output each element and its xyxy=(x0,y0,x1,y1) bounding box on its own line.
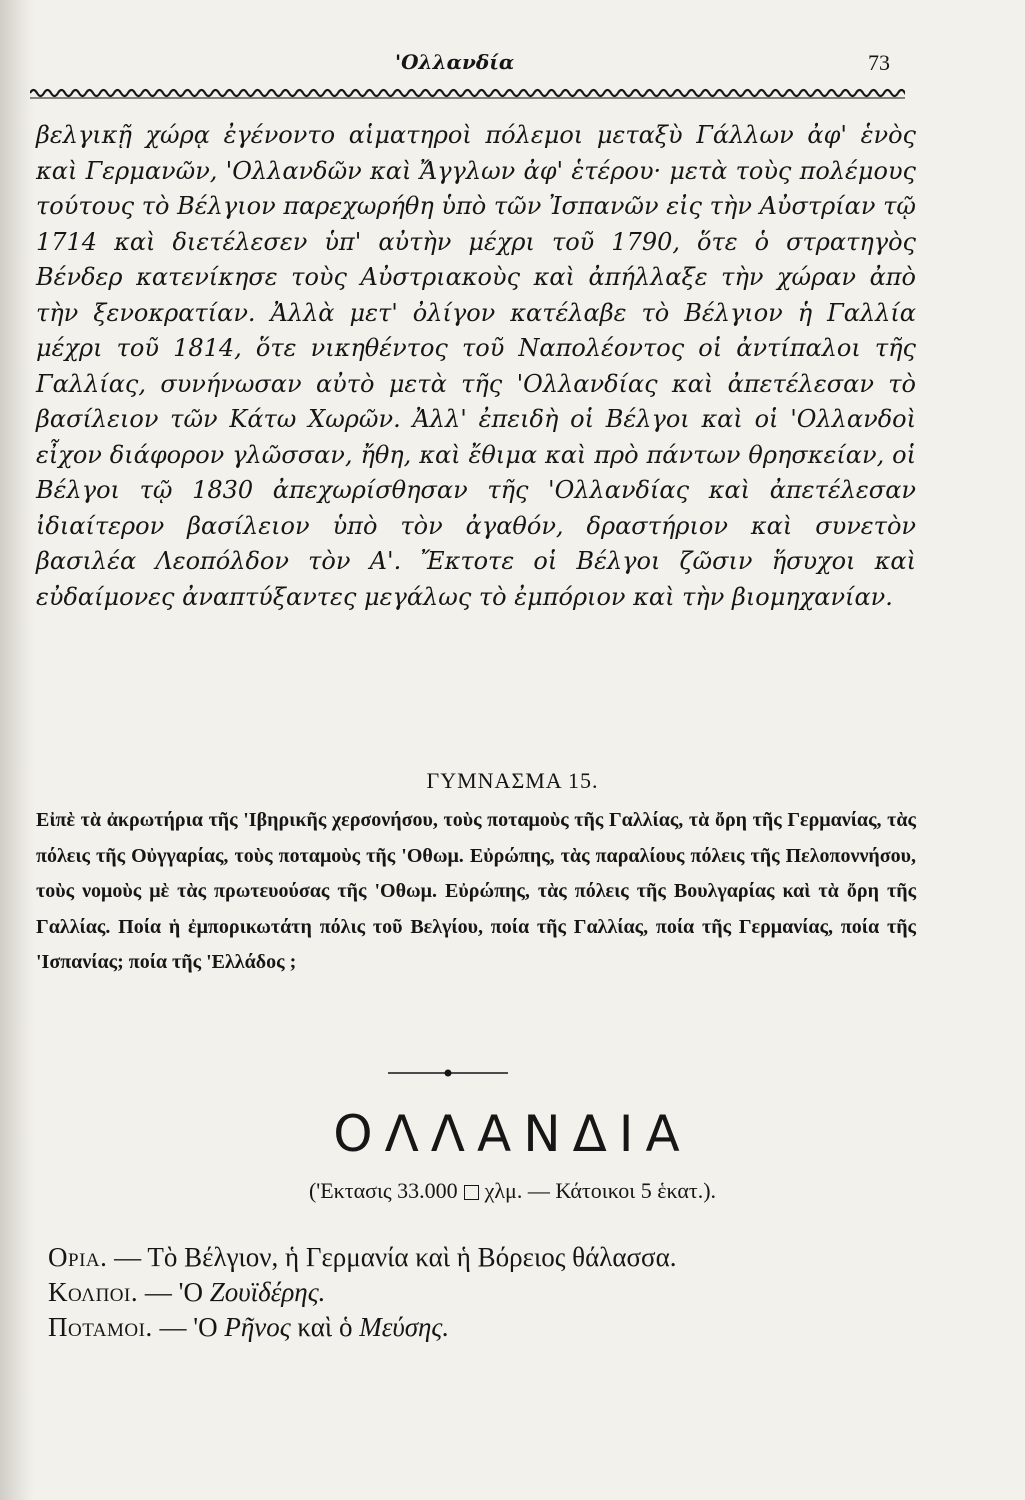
fact-sep: — xyxy=(107,1242,148,1272)
running-title: 'Ολλανδία xyxy=(395,50,515,74)
square-icon xyxy=(464,1185,479,1200)
area-text: ('Εκτασις 33.000 xyxy=(308,1178,458,1203)
fact-gulfs xyxy=(48,1275,948,1310)
population-text: χλμ. — Κάτοικοι 5 ἑκατ.). xyxy=(484,1178,717,1203)
fact-value-italic: Ρῆνος xyxy=(224,1312,291,1342)
fact-value-italic: Μεύσης. xyxy=(359,1312,450,1342)
page-number: 73 xyxy=(868,50,890,75)
fact-value-italic: Ζουϊδέρης. xyxy=(209,1277,326,1307)
section-divider xyxy=(388,1066,508,1080)
fact-value: καὶ ὁ xyxy=(290,1312,360,1342)
fact-label: Ορια. xyxy=(48,1242,108,1272)
fact-borders xyxy=(48,1240,948,1275)
running-head xyxy=(0,48,1025,82)
facts-list xyxy=(48,1240,948,1345)
fact-value: 'Ο xyxy=(193,1312,225,1342)
fact-value: Τὸ Βέλγιον, ἡ Γερμανία καὶ ἡ Βόρειος θάλασσα. xyxy=(147,1242,677,1272)
exercise-text: Εἰπὲ τὰ ἀκρωτήρια τῆς 'Ιβηρικῆς χερσονήσου, τοὺς ποταμοὺς τῆς Γαλλίας, τὰ ὄρη τῆς Γερμανίας, τὰς πόλεις τῆς Οὐγγαρίας, τοὺς ποταμοὺς τῆς 'Οθωμ. Εὐρώπης, τὰς παραλίους πόλεις τῆς Πελοποννήσου, τοὺς νομοὺς μὲ τὰς πρωτευούσας τῆς 'Οθωμ. Εὐρώπης, τὰς πόλεις τῆς Βουλγαρίας καὶ τὰ ὄρη τῆς Γαλλίας. Ποία ἡ ἐμπορικωτάτη πόλις τοῦ Βελγίου, ποία τῆς Γαλλίας, ποία τῆς Γερμανίας, ποία τῆς 'Ισπανίας; ποία τῆς 'Ελλάδος ; xyxy=(36,809,916,974)
fact-label: Ποταμοι. xyxy=(48,1312,153,1342)
section-title: ΟΛΛΑΝΔΙΑ xyxy=(333,1105,692,1163)
history-paragraph: βελγικῇ χώρᾳ ἐγένοντο αἱματηροὶ πόλεμοι μεταξὺ Γάλλων ἀφ' ἑνὸς καὶ Γερμανῶν, 'Ολλανδῶν καὶ Ἄγγλων ἀφ' ἑτέρου· μετὰ τοὺς πολέμους τούτους τὸ Βέλγιον παρεχωρήθη ὑπὸ τῶν Ἰσπανῶν εἰς τὴν Αὐστρίαν τῷ 1714 καὶ διετέλεσεν ὑπ' αὐτὴν μέχρι τοῦ 1790, ὅτε ὁ στρατηγὸς Βένδερ κατενίκησε τοὺς Αὐστριακοὺς καὶ ἀπήλλαξε τὴν χώραν ἀπὸ τὴν ξενοκρατίαν. Ἀλλὰ μετ' ὀλίγον κατέλαβε τὸ Βέλγιον ἡ Γαλλία μέχρι τοῦ 1814, ὅτε νικηθέντος τοῦ Ναπολέοντος οἱ ἀντίπαλοι τῆς Γαλλίας, συνήνωσαν αὐτὸ μετὰ τῆς 'Ολλανδίας καὶ ἀπετέλεσαν τὸ βασίλειον τῶν Κάτω Χωρῶν. Ἀλλ' ἐπειδὴ οἱ Βέλγοι καὶ οἱ 'Ολλανδοὶ εἶχον διάφορον γλῶσσαν, ἤθη, καὶ ἔθιμα καὶ πρὸ πάντων θρησκείαν, οἱ Βέλγοι τῷ 1830 ἀπεχωρίσθησαν τῆς 'Ολλανδίας καὶ ἀπετέλεσαν ἰδιαίτερον βασίλειον ὑπὸ τὸν ἀγαθόν, δραστήριον καὶ συνετὸν βασιλέα Λεοπόλδον τὸν Α'. Ἔκτοτε οἱ Βέλγοι ζῶσιν ἥσυχοι καὶ εὐδαίμονες ἀναπτύξαντες μεγάλως τὸ ἐμπόριον καὶ τὴν βιομηχανίαν. xyxy=(36,121,916,611)
wavy-rule-ornament xyxy=(30,86,905,100)
fact-sep: — xyxy=(152,1312,194,1342)
section-subtitle xyxy=(0,1178,1025,1204)
fact-value: 'Ο xyxy=(178,1277,210,1307)
exercise-title: ΓΥΜΝΑΣΜΑ 15. xyxy=(426,768,599,793)
fact-label: Κολποι. xyxy=(48,1277,139,1307)
binding-gutter xyxy=(0,0,34,1500)
fact-rivers xyxy=(48,1310,948,1345)
fact-sep: — xyxy=(138,1277,179,1307)
